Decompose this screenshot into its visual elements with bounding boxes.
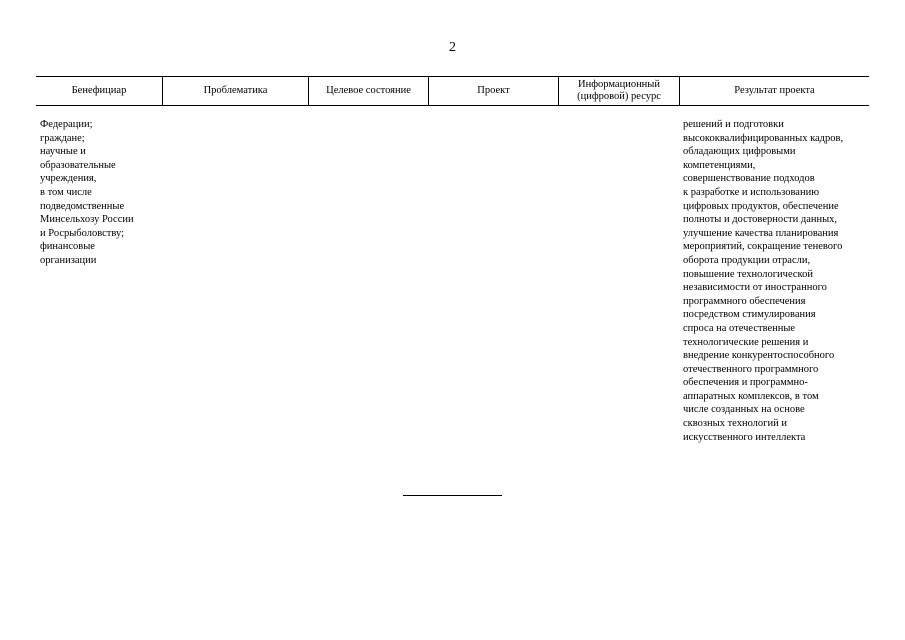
result-line: программного обеспечения [683, 295, 806, 307]
result-line: технологические решения и [683, 336, 809, 348]
beneficiary-line: образовательные [40, 159, 116, 171]
result-line: улучшение качества планирования [683, 227, 839, 239]
result-line: сквозных технологий и [683, 418, 787, 430]
table-header [36, 76, 869, 106]
header-problem: Проблематика [163, 77, 309, 105]
beneficiary-line: научные и [40, 146, 86, 158]
header-beneficiary: Бенефициар [36, 77, 163, 105]
header-target-state: Целевое состояние [309, 77, 429, 105]
header-project-result: Результат проекта [734, 85, 815, 96]
result-line: решений и подготовки [683, 119, 784, 130]
beneficiary-line: Федерации; [40, 119, 93, 130]
beneficiary-line: в том числе [40, 186, 92, 198]
beneficiary-line: граждане; [40, 132, 85, 144]
result-line: цифровых продуктов, обеспечение [683, 200, 839, 212]
result-line: посредством стимулирования [683, 309, 816, 321]
result-line: искусственного интеллекта [683, 431, 806, 443]
beneficiary-cell [40, 118, 134, 268]
result-line: обладающих цифровыми [683, 146, 796, 158]
result-line: повышение технологической [683, 268, 813, 280]
result-line: к разработке и использованию [683, 186, 820, 198]
result-line: оборота продукции отрасли, [683, 254, 811, 266]
result-line: отечественного программного [683, 363, 819, 375]
beneficiary-line: Минсельхозу России [40, 214, 134, 226]
header-digital-resource: Информационный (цифровой) ресурс [559, 77, 680, 105]
result-line: числе созданных на основе [683, 404, 805, 416]
result-line: внедрение конкурентоспособного [683, 350, 835, 362]
header-project: Проект [429, 77, 559, 105]
page-number: 2 [449, 40, 456, 55]
beneficiary-line: учреждения, [40, 173, 97, 185]
result-line: спроса на отечественные [683, 322, 796, 334]
result-line: высококвалифицированных кадров, [683, 132, 844, 144]
result-line: независимости от иностранного [683, 282, 827, 294]
result-line: аппаратных комплексов, в том [683, 390, 819, 402]
result-line: компетенциями, [683, 159, 756, 171]
result-line: мероприятий, сокращение теневого [683, 241, 843, 253]
result-line: полноты и достоверности данных, [683, 214, 838, 226]
project-result-cell [683, 118, 843, 444]
result-line: совершенствование подходов [683, 173, 815, 185]
beneficiary-line: подведомственные [40, 200, 125, 212]
beneficiary-line: и Росрыболовству; [40, 227, 125, 239]
beneficiary-line: финансовые [40, 241, 95, 253]
result-line: обеспечения и программно- [683, 377, 808, 389]
beneficiary-line: организации [40, 254, 97, 266]
footer-rule [403, 495, 502, 496]
